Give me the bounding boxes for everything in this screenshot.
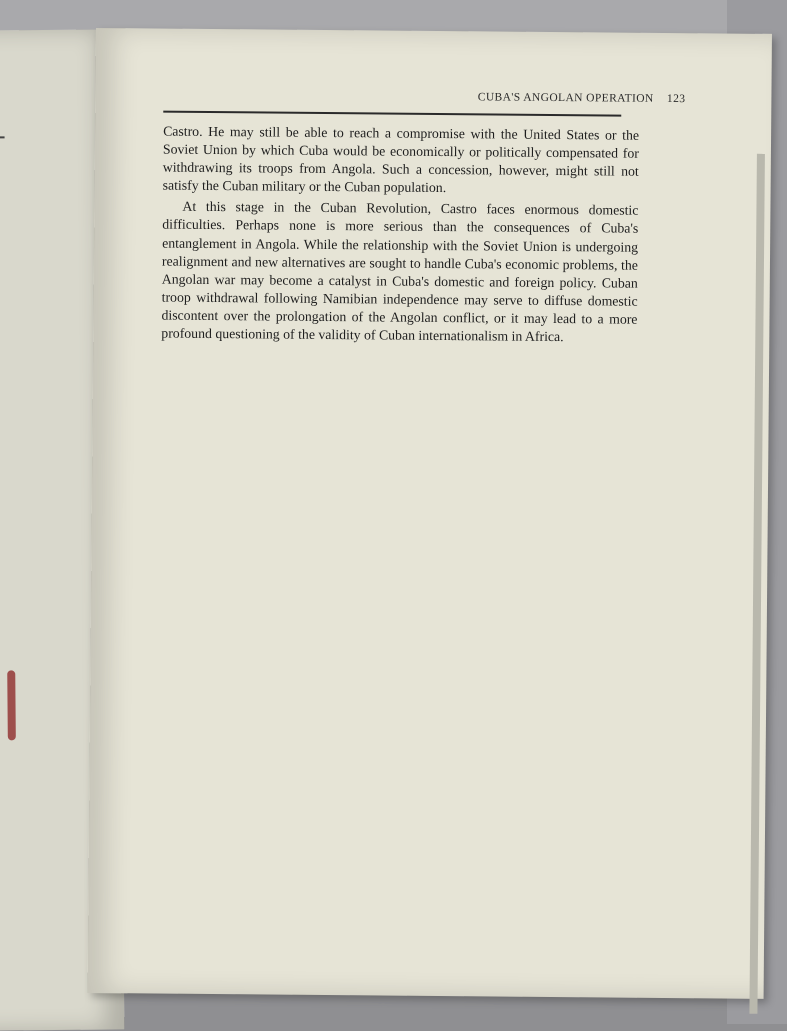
left-page-text <box>0 154 13 436</box>
left-fragment <box>0 225 11 243</box>
left-fragment <box>0 418 13 436</box>
left-page-rule <box>0 136 5 138</box>
left-fragment <box>0 330 12 348</box>
page-number: 123 <box>666 92 686 106</box>
header-rule <box>163 111 621 116</box>
paragraph-1: Castro. He may still be able to reach a compromise with the United States or the Soviet Union by which Cuba would be economically or politically compensated for withdrawing its troops from Angola. Such a concession, however, might still not satisfy the Cuban military or the Cuban population. <box>162 123 640 196</box>
left-fragment <box>0 365 13 383</box>
left-fragment <box>0 383 13 401</box>
left-fragment <box>0 260 12 278</box>
left-fragment <box>0 172 11 190</box>
running-header <box>385 91 685 106</box>
left-fragment <box>0 190 11 208</box>
bookmark-ribbon <box>7 670 16 740</box>
running-title: CUBA'S ANGOLAN OPERATION <box>477 91 654 105</box>
left-fragment <box>0 313 12 331</box>
left-fragment <box>0 154 11 172</box>
right-page <box>88 28 772 999</box>
left-fragment <box>0 295 12 313</box>
page-edge <box>749 154 765 1014</box>
left-fragment <box>0 348 13 366</box>
left-fragment <box>0 277 12 295</box>
left-fragment <box>0 207 11 225</box>
body-text <box>161 123 639 347</box>
left-fragment <box>0 242 12 260</box>
paragraph-2: At this stage in the Cuban Revolution, Castro faces enormous domestic difficulties. Perhaps none is more serious than the consequences of Cuba's entanglement in Angola. While the relationship with the Soviet Union is undergoing realignment and new alternatives are sought to handle Cuba's economic problems, the Angolan war may become a catalyst in Cuba's domestic and foreign policy. Cuban troop withdrawal following Namibian independence may serve to diffuse domestic discontent over the prolongation of the Angolan conflict, or it may lead to a more profound questioning of the validity of Cuban internationalism in Africa. <box>161 199 639 345</box>
left-fragment <box>0 401 13 419</box>
